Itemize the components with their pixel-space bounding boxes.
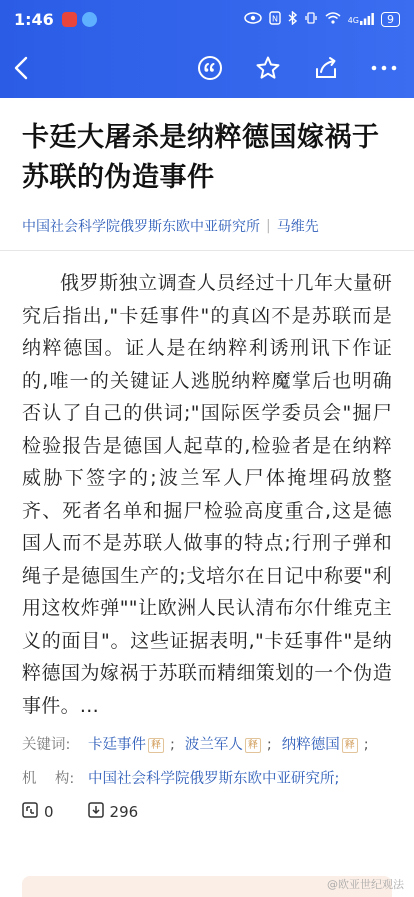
share-icon: [313, 55, 339, 81]
organization-link[interactable]: 中国社会科学院俄罗斯东欧中亚研究所;: [88, 771, 340, 787]
signal-icon: [348, 13, 374, 25]
cite-button[interactable]: [194, 52, 226, 84]
byline-separator: |: [266, 218, 271, 234]
keywords-row: [22, 734, 392, 756]
meta-section: [22, 734, 392, 790]
keyword-text: 纳粹德国: [281, 737, 340, 753]
byline: [22, 216, 392, 236]
organization-row: [22, 768, 392, 790]
keyword-separator: ;: [170, 737, 175, 753]
author-link[interactable]: 马维先: [276, 219, 319, 235]
keyword-item[interactable]: [185, 734, 261, 756]
keywords-label: 关键词:: [22, 737, 71, 753]
nav-actions: [194, 52, 400, 84]
more-icon: [371, 64, 397, 72]
keyword-item[interactable]: [88, 734, 164, 756]
more-button[interactable]: [368, 52, 400, 84]
citation-icon: [22, 802, 38, 822]
chevron-left-icon: [14, 56, 28, 80]
nfc-icon: [269, 11, 281, 28]
star-icon: [255, 55, 281, 81]
keyword-text: 卡廷事件: [88, 737, 146, 753]
keyword-explain-tag[interactable]: 释: [245, 738, 261, 753]
status-notification-icons: [62, 12, 97, 27]
share-button[interactable]: [310, 52, 342, 84]
nav-bar: [0, 38, 414, 98]
status-time: 1:46: [14, 9, 54, 29]
keywords-list: [88, 734, 379, 756]
stats-row: [22, 802, 392, 822]
article-title: 卡廷大屠杀是纳粹德国嫁祸于苏联的伪造事件: [22, 122, 380, 193]
status-bar: [0, 0, 414, 38]
keyword-explain-tag[interactable]: 释: [342, 738, 358, 753]
svg-text:N: N: [271, 14, 278, 23]
wifi-icon: [325, 12, 341, 27]
favorite-button[interactable]: [252, 52, 284, 84]
battery-indicator: 9: [381, 12, 400, 27]
abstract-text[interactable]: 俄罗斯独立调查人员经过十几年大量研究后指出,"卡廷事件"的真凶不是苏联而是纳粹德国。证人是在纳粹利诱刑讯下作证的,唯一的关键证人逃脱纳粹魔掌后也明确否认了自己的供词;"国际医学委员会"掘尸检验报告是德国人起草的,检验者是在纳粹威胁下签字的;波兰军人尸体掩埋码放整齐、死者名单和掘尸检验高度重合,这是德国人而不是苏联人做事的特点;行刑子弹和绳子是德国生产的;戈培尔在日记中称要"利用这枚炸弹""让欧洲人民认清布尔什维克主义的面目"。这些证据表明,"卡廷事件"是纳粹德国为嫁祸于苏联而精细策划的一个伪造事件。...: [22, 272, 392, 717]
organization-label: 机 构:: [22, 771, 75, 787]
status-right: [244, 11, 400, 28]
article-content: [0, 98, 414, 822]
bluetooth-icon: [288, 11, 297, 28]
keyword-item[interactable]: [282, 734, 358, 756]
download-count: [88, 802, 139, 822]
app-notification-icon: [62, 12, 77, 27]
app-notification-icon-2: [82, 12, 97, 27]
back-button[interactable]: [14, 48, 44, 88]
vibrate-icon: [304, 11, 318, 28]
citation-value: 0: [44, 803, 54, 821]
keyword-separator: ;: [363, 737, 369, 753]
watermark: @欧亚世纪观法: [327, 878, 404, 891]
keyword-text: 波兰军人: [184, 737, 243, 753]
quote-icon: [197, 55, 223, 81]
signal-label: 4G: [347, 16, 359, 25]
institution-link[interactable]: 中国社会科学院俄罗斯东欧中亚研究所: [22, 219, 260, 235]
keyword-explain-tag[interactable]: 释: [148, 738, 164, 753]
citation-count: [22, 802, 54, 822]
divider: [0, 250, 414, 251]
download-value: 296: [109, 803, 139, 821]
keyword-separator: ;: [266, 737, 272, 753]
download-icon: [88, 802, 104, 822]
eye-icon: [244, 12, 262, 27]
